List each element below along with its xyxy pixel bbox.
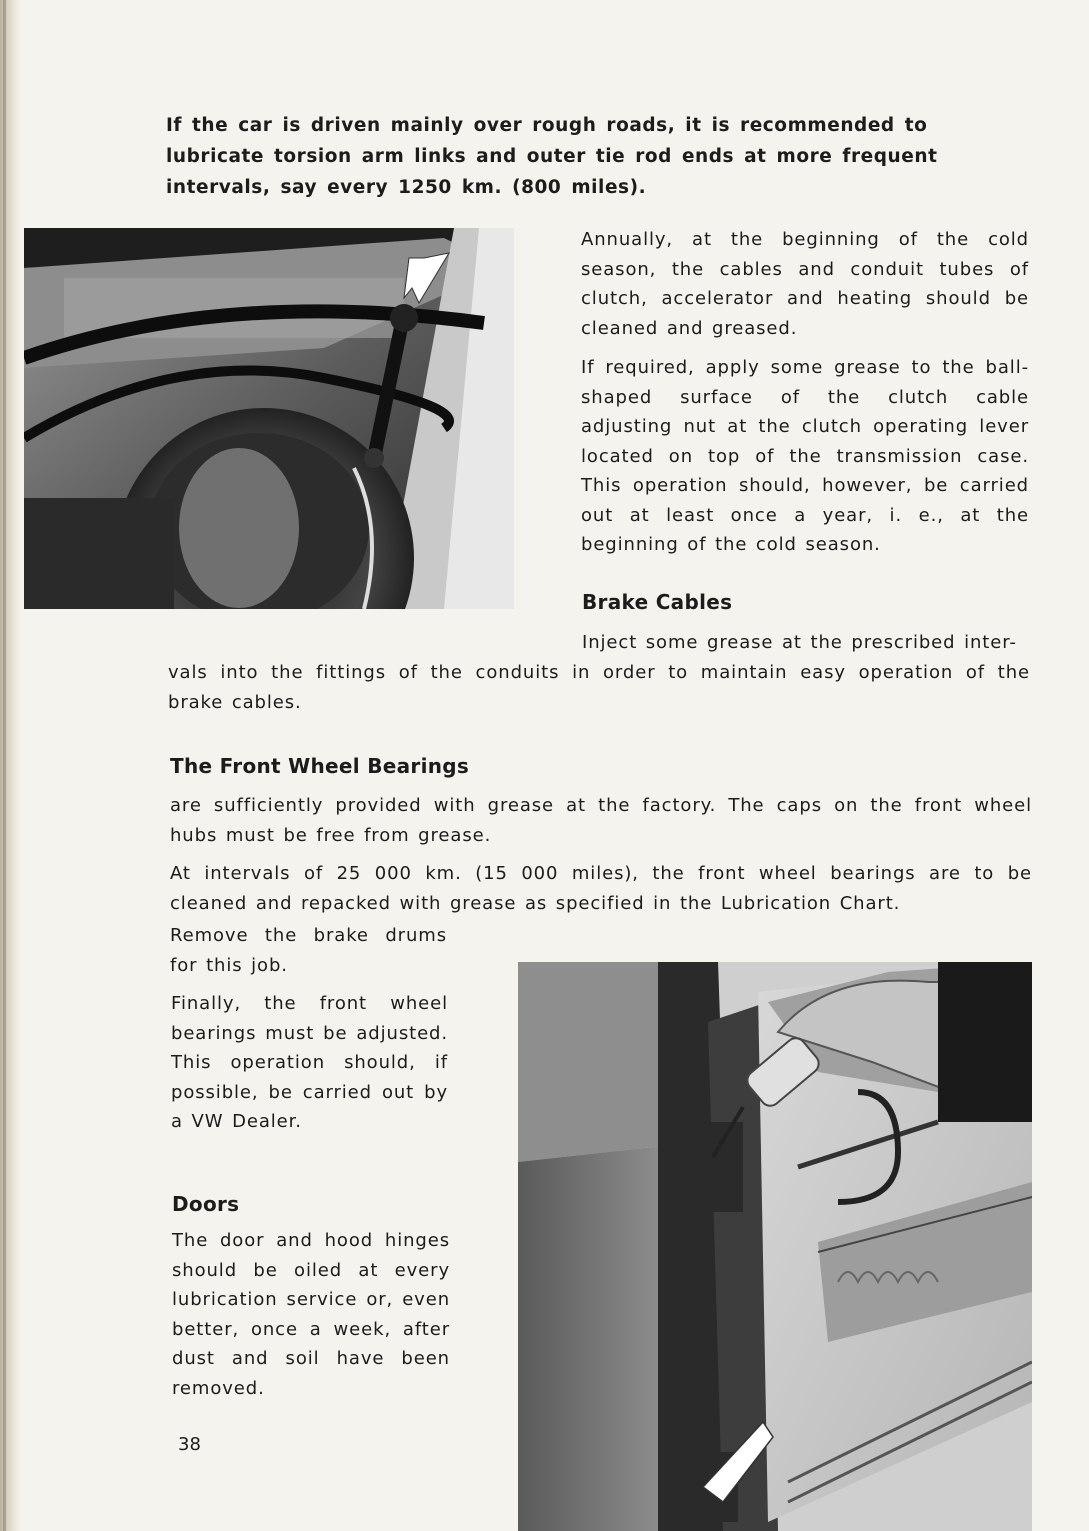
engine-compartment-photo	[24, 228, 514, 609]
front-wheel-bearings-paragraph-1: are sufficiently provided with grease at the factory. The caps on the front wheel hubs must be free from grease.	[170, 795, 1032, 846]
brake-cables-heading: Brake Cables	[582, 590, 733, 614]
doors-heading: Doors	[172, 1192, 240, 1216]
door-hinge-photo	[518, 962, 1032, 1531]
page-binding-edge	[0, 0, 22, 1531]
cables-paragraph-2: If required, apply some grease to the ball-shaped surface of the clutch cable adjusting nut at the clutch operating lever located on top of the transmission case. This operation should, however, be carried out at least once a year, i. e., at the beginning of the cold season.	[581, 357, 1029, 555]
intro-paragraph: If the car is driven mainly over rough roads, it is recommended to lubricate torsion arm links and outer tie rod ends at more frequent intervals, say every 1250 km. (800 miles).	[166, 115, 938, 198]
cables-paragraph-1: Annually, at the beginning of the cold season, the cables and conduit tubes of clutch, accelerator and heating should be cleaned and greased.	[581, 229, 1029, 339]
page-number: 38	[178, 1434, 201, 1455]
front-wheel-bearings-paragraph-3: Remove the brake drums for this job.	[170, 925, 447, 976]
brake-cables-paragraph: vals into the fittings of the conduits in order to maintain easy operation of the brake cables.	[168, 662, 1030, 713]
front-wheel-bearings-heading: The Front Wheel Bearings	[170, 754, 470, 778]
brake-cables-line-1: Inject some grease at the prescribed inter-	[582, 632, 1017, 653]
front-wheel-bearings-paragraph-2: At intervals of 25 000 km. (15 000 miles), the front wheel bearings are to be cleaned and repacked with grease as specified in the Lubrication Chart.	[170, 863, 1032, 914]
doors-paragraph: The door and hood hinges should be oiled at every lubrication service or, even better, once a week, after dust and soil have been removed.	[172, 1230, 450, 1399]
front-wheel-bearings-paragraph-4: Finally, the front wheel bearings must be adjusted. This operation should, if possible, be carried out by a VW Dealer.	[171, 993, 448, 1132]
